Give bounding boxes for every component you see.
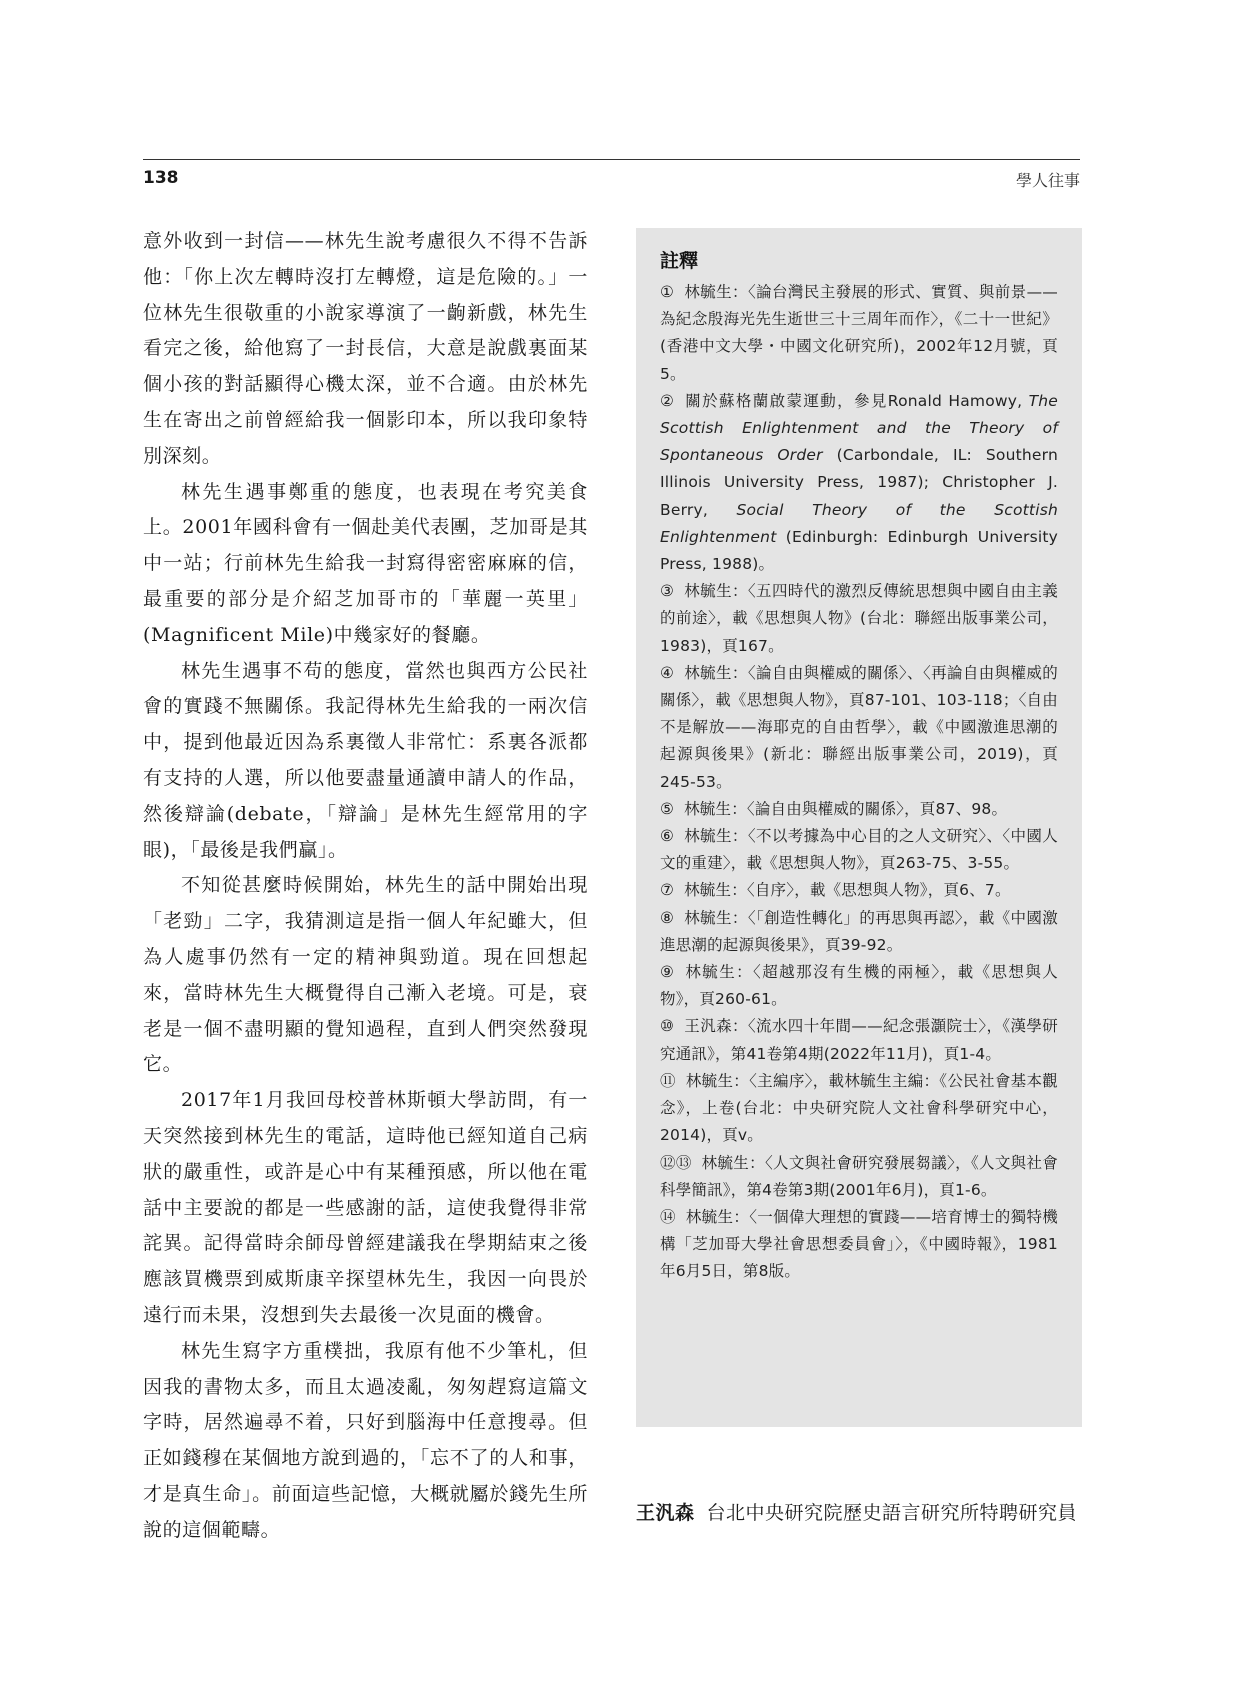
note-item [660,877,1058,904]
note-text: 林毓生：〈一個偉大理想的實踐——培育博士的獨特機構「芝加哥大學社會思想委員會」〉，《中國時報》，1981年6月5日，第8版。 [660,1207,1058,1281]
body-paragraph: 林先生寫字方重樸拙，我原有他不少筆札，但因我的書物太多，而且太過凌亂，匆匆趕寫這篇文字時，居然遍尋不着，只好到腦海中任意搜尋。但正如錢穆在某個地方說到過的，「忘不了的人和事，才是真生命」。前面這些記憶，大概就屬於錢先生所說的這個範疇。 [143,1339,588,1541]
author-affiliation: 台北中央研究院歷史語言研究所特聘研究員 [706,1502,1078,1524]
body-paragraph: 2017年1月我回母校普林斯頓大學訪問，有一天突然接到林先生的電話，這時他已經知道自己病狀的嚴重性，或許是心中有某種預感，所以他在電話中主要說的都是一些感謝的話，這使我覺得非常詫異。記得當時余師母曾經建議我在學期結束之後應該買機票到威斯康辛探望林先生，我因一向畏於遠行而未果，沒想到失去最後一次見面的機會。 [143,1089,588,1326]
note-item [660,1068,1058,1150]
note-text: 關於蘇格蘭啟蒙運動，參見Ronald Hamowy, [685,391,1029,410]
note-number: ① [660,283,675,301]
header-rule [143,159,1080,160]
notes-panel [636,228,1082,1427]
body-paragraph: 意外收到一封信——林先生說考慮很久不得不告訴他：「你上次左轉時沒打左轉燈，這是危險的。」一位林先生很敬重的小說家導演了一齣新戲，林先生看完之後，給他寫了一封長信，大意是說戲裏面某個小孩的對話顯得心機太深，並不合適。由於林先生在寄出之前曾經給我一個影印本，所以我印象特別深刻。 [143,230,588,467]
body-paragraph: 不知從甚麼時候開始，林先生的話中開始出現「老勁」二字，我猜測這是指一個人年紀雖大，但為人處事仍然有一定的精神與勁道。現在回想起來，當時林先生大概覺得自己漸入老境。可是，衰老是一個不盡明顯的覺知過程，直到人們突然發現它。 [143,874,588,1076]
notes-heading: 註釋 [660,250,699,272]
note-text: (Carbondale, IL: Southern Illinois University Press, 1987); Christopher J. Berry, [660,446,1058,519]
note-text: 林毓生：〈不以考據為中心目的之人文研究〉、〈中國人文的重建〉，載《思想與人物》，頁263-75、3-55。 [660,827,1058,873]
note-number: ⑤ [660,799,675,818]
author-name: 王汎森 [636,1502,695,1524]
note-text: 林毓生：〈五四時代的激烈反傳統思想與中國自由主義的前途〉，載《思想與人物》(台北：聯經出版事業公司，1983)，頁167。 [660,582,1058,655]
note-text: 王汎森：〈流水四十年間——紀念張灝院士〉，《漢學研究通訊》，第41卷第4期(2022年11月)，頁1-4。 [660,1017,1058,1063]
note-item [660,1204,1058,1286]
note-item [660,1150,1058,1204]
note-text: 林毓生：〈人文與社會研究發展芻議〉，《人文與社會科學簡訊》，第4卷第3期(2001年6月)，頁1-6。 [660,1153,1058,1199]
note-text: 林毓生：〈論自由與權威的關係〉、〈再論自由與權威的關係〉，載《思想與人物》，頁87-101、103-118；〈自由不是解放——海耶克的自由哲學〉，載《中國激進思潮的起源與後果》(新北：聯經出版事業公司，2019)，頁245-53。 [660,663,1058,791]
note-number: ③ [660,582,675,601]
note-number: ⑫⑬ [660,1153,692,1172]
note-text: 林毓生：〈超越那沒有生機的兩極〉，載《思想與人物》，頁260-61。 [660,963,1058,1009]
note-text: 林毓生：〈「創造性轉化」的再思與再認〉，載《中國激進思潮的起源與後果》，頁39-92。 [660,908,1058,954]
note-text: 林毓生：〈論台灣民主發展的形式、實質、與前景——為紀念殷海光先生逝世三十三周年而作〉，《二十一世紀》(香港中文大學・中國文化研究所)，2002年12月號，頁5。 [660,283,1058,383]
note-item [660,1013,1058,1067]
body-paragraph: 林先生遇事不苟的態度，當然也與西方公民社會的實踐不無關係。我記得林先生給我的一兩次信中，提到他最近因為系裏徵人非常忙：系裏各派都有支持的人選，所以他要盡量通讀申請人的作品，然後辯論(debate，「辯論」是林先生經常用的字眼)，「最後是我們贏」。 [143,659,588,861]
note-number: ⑦ [660,881,675,900]
note-book-title: The Scottish Enlightenment and the Theory of Spontaneous Order [660,391,1058,465]
note-number: ⑭ [660,1207,676,1226]
note-item [660,959,1058,1013]
body-paragraph: 林先生遇事鄭重的態度，也表現在考究美食上。2001年國科會有一個赴美代表團，芝加哥是其中一站；行前林先生給我一封寫得密密麻麻的信，最重要的部分是介紹芝加哥市的「華麗一英里」(Magnificent Mile)中幾家好的餐廳。 [143,480,588,646]
note-number: ④ [660,663,675,682]
note-book-title: Social Theory of the Scottish Enlightenment [660,500,1058,546]
note-number: ⑧ [660,908,675,927]
note-text: 林毓生：〈自序〉，載《思想與人物》，頁6、7。 [684,881,1011,900]
note-item [660,578,1058,660]
note-number: ⑥ [660,827,675,846]
running-head: 學人往事 [1015,171,1080,190]
note-item [660,905,1058,959]
page-number: 138 [143,168,179,188]
note-text: 林毓生：〈主編序〉，載林毓生主編：《公民社會基本觀念》，上卷(台北：中央研究院人文社會科學研究中心，2014)，頁v。 [660,1071,1058,1145]
note-item [660,279,1058,388]
note-number: ② [660,391,676,410]
author-bio [636,1495,1082,1531]
article-body [143,224,588,1548]
note-number: ⑩ [660,1017,675,1036]
note-text: 林毓生：〈論自由與權威的關係〉，頁87、98。 [684,799,1008,818]
note-item [660,796,1058,823]
note-text: (Edinburgh: Edinburgh University Press, 1988)。 [660,527,1058,574]
note-item [660,388,1058,578]
note-item [660,660,1058,796]
note-number: ⑨ [660,963,676,982]
note-number: ⑪ [660,1071,676,1090]
note-item [660,823,1058,877]
